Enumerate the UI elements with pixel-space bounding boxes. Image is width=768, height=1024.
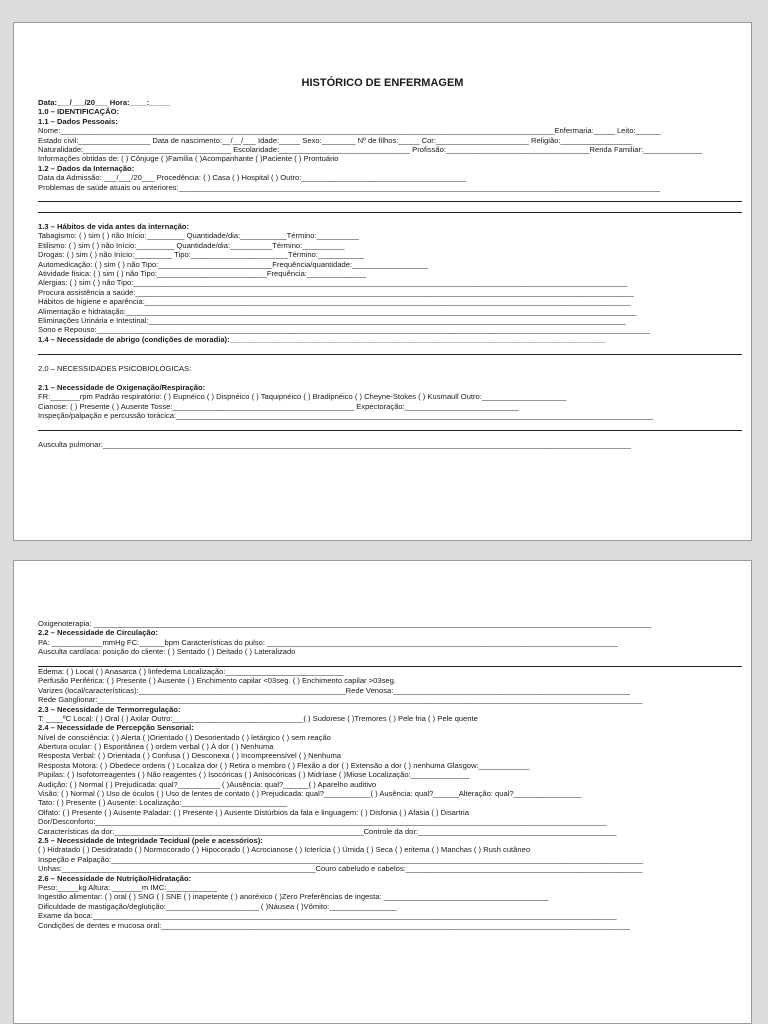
- form-field-line[interactable]: Procura assistência a saúde:______________________________________________________________________________________________________________________: [38, 287, 634, 297]
- form-field-line[interactable]: Resposta Verbal: ( ) Orientada ( ) Confusa ( ) Desconexa ( ) Incompreensível ( ) Nenhuma: [38, 751, 342, 761]
- spacer: [38, 355, 742, 364]
- form-field-line[interactable]: Pupilas: ( ) Isofotorreagentes ( ) Não reagentes ( ) Isocóricas ( ) Anisocóricas ( ) Midríase ( )Miose Localização:______________: [38, 770, 470, 780]
- blank-answer-line[interactable]: [38, 422, 742, 431]
- form-field-line[interactable]: Unhas:____________________________________________________________Couro cabeludo e cabelos:________________________________________________________: [38, 864, 643, 874]
- section-heading: 1.0 – IDENTIFICAÇÃO:: [38, 107, 120, 117]
- blank-answer-line[interactable]: [38, 193, 742, 202]
- form-field-line[interactable]: Problemas de saúde atuais ou anteriores:__________________________________________________________________________________________________________________: [38, 182, 661, 192]
- form-page-1: [13, 22, 752, 541]
- form-field-line[interactable]: Alimentação e hidratação:_________________________________________________________________________________________________________________________: [38, 306, 637, 316]
- form-field-line[interactable]: T: ____ºC Local: ( ) Oral ( ) Axilar Outro:_______________________________( ) Sudorese ( )Tremores ( ) Pele fria ( ) Pele quente: [38, 713, 478, 723]
- form-field-line[interactable]: PA: ____________mmHg FC:______bpm Características do pulso: ___________________________________________________________________________________: [38, 637, 618, 647]
- section-heading: 1.2 – Dados da Internação:: [38, 163, 135, 173]
- form-page-2: [13, 560, 752, 1024]
- section-heading: 2.2 – Necessidade de Circulação:: [38, 628, 158, 638]
- form-field-line[interactable]: Eliminações Urinária e Intestinal:_________________________________________________________________________________________________________________: [38, 315, 626, 325]
- form-field-line[interactable]: Visão: ( ) Normal ( ) Uso de óculos ( ) Uso de lentes de contato ( ) Prejudicada: qual?___________( ) Ausência: qual?______Alteração: qual?________________: [38, 789, 582, 799]
- spacer: [38, 213, 742, 222]
- form-field-line[interactable]: Cianose: ( ) Presente ( ) Ausente Tosse:___________________________________________ Expectoração:___________________________: [38, 401, 519, 411]
- blank-answer-line[interactable]: [38, 658, 742, 667]
- blank-answer-line[interactable]: [38, 346, 742, 355]
- spacer: [38, 431, 742, 440]
- form-field-line[interactable]: Olfato: ( ) Presente ( ) Ausente Paladar: ( ) Presente ( ) Ausente Distúrbios da fala e linguagem: ( ) Disfonia ( ) Afasia ( ) Disartria: [38, 807, 469, 817]
- form-field-line[interactable]: Inspeção/palpação e percussão torácica:_________________________________________________________________________________________________________________: [38, 410, 654, 420]
- form-field-line[interactable]: Oxigenoterapia: ____________________________________________________________________________________________________________________________________: [38, 619, 652, 628]
- spacer: [38, 373, 742, 382]
- section-heading: 2.4 – Necessidade de Percepção Sensorial:: [38, 723, 194, 733]
- section-heading: 2.5 – Necessidade de Integridade Tecidual (pele e acessórios):: [38, 835, 263, 845]
- form-field-line[interactable]: Automedicação: ( ) sim ( ) não Tipo:___________________________Frequência/quantidade:__________________: [38, 259, 429, 269]
- blank-answer-line[interactable]: [38, 204, 742, 213]
- form-field-line[interactable]: Exame da boca:____________________________________________________________________________________________________________________________: [38, 911, 617, 921]
- form-field-line[interactable]: Nível de consciência: ( ) Alerta ( )Orientado ( ) Desorientado ( ) letárgico ( ) sem reação: [38, 732, 331, 742]
- section-heading: 1.4 – Necessidade de abrigo (condições de moradia):_________________________________________________________________________________________: [38, 334, 606, 344]
- form-field-line[interactable]: Naturalidade:___________________________________ Escolaridade:_______________________________ Profissão:__________________________________Renda Familiar:______________: [38, 144, 703, 154]
- form-field-line[interactable]: Hábitos de higiene e aparência:___________________________________________________________________________________________________________________: [38, 297, 631, 307]
- form-field-line[interactable]: Audição: ( ) Normal ( ) Prejudicada: qual?__________ ( )Ausência: qual?______( ) Aparelho auditivo: [38, 779, 377, 789]
- form-field-line[interactable]: Atividade física: ( ) sim ( ) não Tipo:__________________________Frequência:______________: [38, 269, 367, 279]
- form-field-line[interactable]: ( ) Hidratado ( ) Desidratado ( ) Normocorado ( ) Hipocorado ( ) Acrocianose ( ) Icterícia ( ) Úmida ( ) Seca ( ) eritema ( ) Manchas ( ) Rush cutâneo: [38, 845, 531, 855]
- section-heading: Data:___/___/20___ Hora:____:_____: [38, 98, 171, 107]
- form-field-line[interactable]: Estado civil:_________________ Data de nascimento:__/__/___ Idade:_____ Sexo:________ Nº de filhos:_____ Cor:______________________ Religião:_________________: [38, 135, 633, 145]
- form-field-line[interactable]: Informações obtidas de: ( ) Cônjuge ( )Família ( )Acompanhante ( )Paciente ( ) Prontuário: [38, 154, 339, 164]
- section-heading: 2.6 – Necessidade de Nutrição/Hidratação:: [38, 873, 192, 883]
- section-heading: 2.3 – Necessidade de Termorregulação:: [38, 704, 181, 714]
- section-heading: 1.1 – Dados Pessoais:: [38, 116, 118, 126]
- form-field-line[interactable]: Dor/Desconforto:_________________________________________________________________________________________________________________________: [38, 817, 607, 827]
- form-field-line[interactable]: Dificuldade de mastigação/deglutição:______________________ ( )Náusea ( )Vômito:________________: [38, 901, 397, 911]
- form-field-line[interactable]: Tato: ( ) Presente ( ) Ausente: Localização:_________________________: [38, 798, 288, 808]
- form-field-line[interactable]: FR:_______rpm Padrão respiratório: ( ) Eupnéico ( ) Dispnéico ( ) Taquipnéico ( ) Bradipnéico ( ) Cheyne-Stokes ( ) Kusmaull Outro:____________________: [38, 392, 567, 402]
- form-field-line[interactable]: Etilismo: ( ) sim ( ) não Início:_________ Quantidade/dia:__________Término:__________: [38, 240, 345, 250]
- form-field-line[interactable]: 2.0 – NECESSIDADES PSICOBIOLÓGICAS:: [38, 363, 192, 373]
- form-field-line[interactable]: Condições de dentes e mucosa oral:_______________________________________________________________________________________________________________: [38, 920, 631, 930]
- page-2-content: [38, 619, 742, 930]
- form-field-line[interactable]: Ausculta cardíaca: posição do cliente: ( ) Sentado ( ) Deitado ( ) Lateralizado: [38, 647, 296, 657]
- form-field-line[interactable]: Peso:_____kg Altura: _______m IMC:____________: [38, 882, 218, 892]
- form-field-line[interactable]: Ausculta pulmonar:_____________________________________________________________________________________________________________________________: [38, 440, 631, 450]
- form-field-line[interactable]: Data da Admissão: ___/___/20___ Procedência: ( ) Casa ( ) Hospital ( ) Outro:_______________________________________: [38, 173, 467, 183]
- form-field-line[interactable]: Nome:_____________________________________________________________________________________________________________________Enfermaria:_____ Leito:______: [38, 126, 661, 136]
- section-heading: 2.1 – Necessidade de Oxigenação/Respiração:: [38, 382, 206, 392]
- page-1-content: [38, 98, 742, 449]
- form-field-line[interactable]: Alergias: ( ) sim ( ) não Tipo:_____________________________________________________________________________________________________________________: [38, 278, 628, 288]
- document-title: HISTÓRICO DE ENFERMAGEM: [301, 77, 464, 89]
- form-field-line[interactable]: Ingestão alimentar: ( ) oral ( ) SNG ( ) SNE ( ) inapetente ( ) anoréxico ( )Zero Preferências de ingesta: _______________________________________: [38, 892, 549, 902]
- form-field-line[interactable]: Drogas: ( ) sim ( ) não Início:_________ Tipo:_______________________Término:___________: [38, 250, 365, 260]
- section-heading: 1.3 – Hábitos de vida antes da internação:: [38, 222, 190, 232]
- form-field-line[interactable]: Varizes (local/características):_________________________________________________Rede Venosa:________________________________________________________: [38, 685, 630, 695]
- form-field-line[interactable]: Tabagismo: ( ) sim ( ) não Início:_________ Quantidade/dia:___________Término:__________: [38, 231, 359, 241]
- form-field-line[interactable]: Edema: ( ) Local ( ) Anasarca ( ) linfedema Localização:____________________________: [38, 666, 344, 676]
- form-field-line[interactable]: Resposta Motora: ( ) Obedece ordens ( ) Localiza dor ( ) Retira o membro ( ) Flexão a dor ( ) Extensão a dor ( ) nenhuma Glasgow:____________: [38, 760, 530, 770]
- form-field-line[interactable]: Sono e Repouso:___________________________________________________________________________________________________________________________________: [38, 325, 650, 335]
- form-field-line[interactable]: Rede Ganglionar:_________________________________________________________________________________________________________________________________: [38, 695, 643, 705]
- form-field-line[interactable]: Abertura ocular: ( ) Espontânea ( ) ordem verbal ( ) À dor ( ) Nenhuma: [38, 742, 274, 752]
- form-field-line[interactable]: Características da dor:___________________________________________________________Controle da dor:_______________________________________________: [38, 826, 617, 836]
- form-field-line[interactable]: Perfusão Periférica: ( ) Presente ( ) Ausente ( ) Enchimento capilar ˂03seg. ( ) Enchimento capilar ˃03seg.: [38, 676, 396, 686]
- form-field-line[interactable]: Inspeção e Palpação:______________________________________________________________________________________________________________________________: [38, 854, 644, 864]
